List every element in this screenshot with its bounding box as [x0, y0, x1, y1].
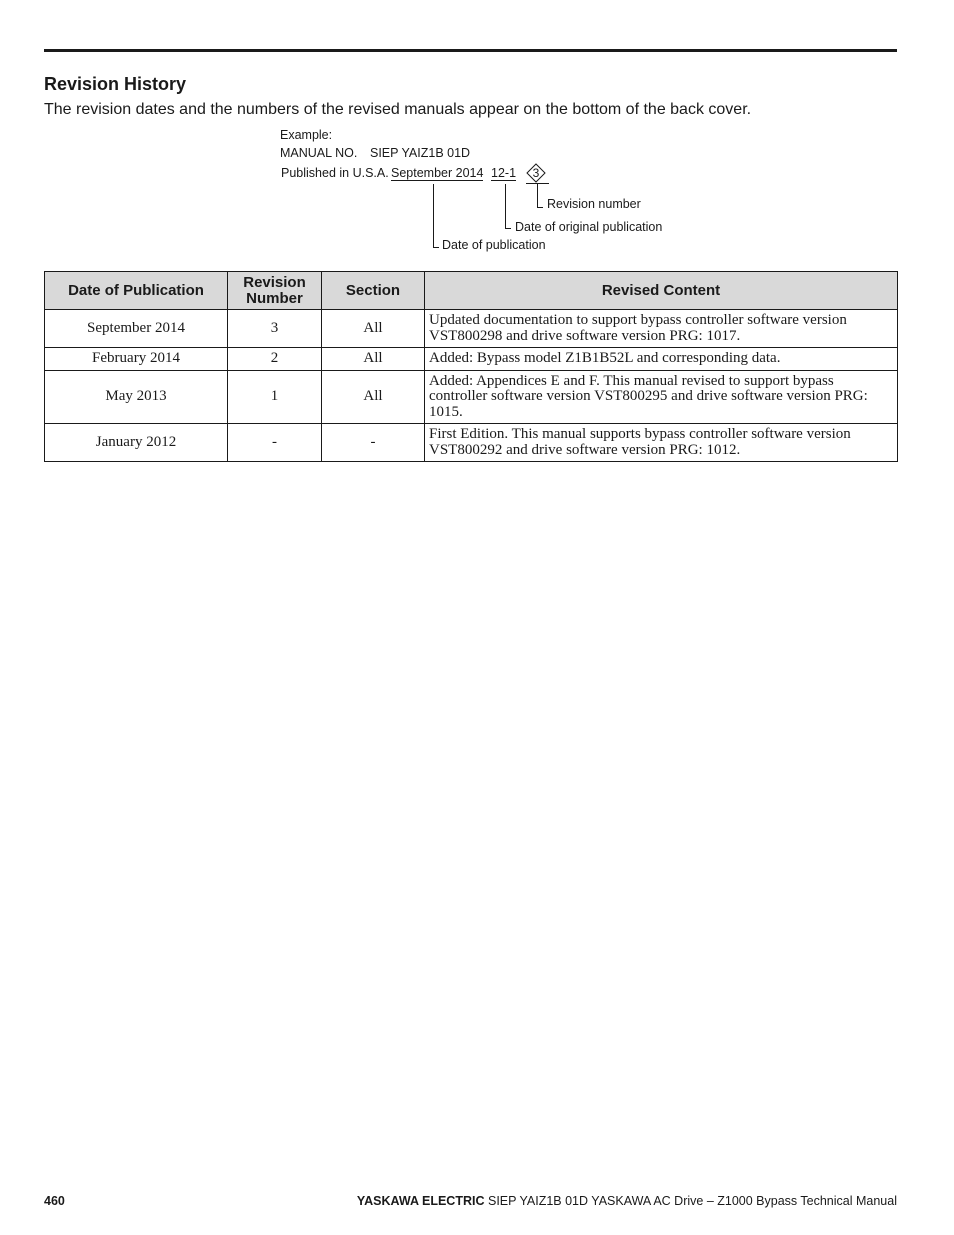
cell-date: September 2014 — [45, 310, 228, 348]
cell-date: February 2014 — [45, 348, 228, 371]
cell-content: Added: Bypass model Z1B1B52L and corresponding data. — [425, 348, 898, 371]
footer-manual-title: SIEP YAIZ1B 01D YASKAWA AC Drive – Z1000 Bypass Technical Manual — [487, 1194, 897, 1208]
cell-section: All — [322, 348, 425, 371]
example-diagram — [0, 0, 954, 260]
header-section: Section — [322, 272, 425, 310]
cell-content: Added: Appendices E and F. This manual revised to support bypass controller software version VST800295 and drive software version PRG: 1015. — [425, 371, 898, 424]
publication-date: September 2014 — [391, 166, 484, 180]
callout-original-publication: Date of original publication — [515, 220, 663, 234]
original-code: 12-1 — [491, 166, 517, 180]
connector-original — [505, 184, 506, 229]
cell-revision: - — [228, 424, 322, 462]
page-number: 460 — [44, 1194, 65, 1208]
cell-revision: 2 — [228, 348, 322, 371]
intro-paragraph: The revision dates and the numbers of the revised manuals appear on the bottom of the back cover. — [44, 101, 752, 118]
cell-date: January 2012 — [45, 424, 228, 462]
callout-publication-date: Date of publication — [442, 238, 546, 252]
table-row — [45, 371, 898, 424]
table-row — [45, 348, 898, 371]
revision-diamond — [529, 166, 543, 180]
header-revision: Revision Number — [228, 272, 322, 310]
table-row — [45, 424, 898, 462]
footer-title — [357, 1194, 897, 1208]
section-heading: Revision History — [44, 74, 187, 94]
revision-number: 3 — [532, 166, 540, 180]
revision-table — [44, 271, 898, 462]
table-row — [45, 310, 898, 348]
example-label: Example: — [280, 128, 333, 142]
published-label: Published in U.S.A. — [281, 166, 389, 180]
cell-section: All — [322, 371, 425, 424]
cell-content: First Edition. This manual supports bypass controller software version VST800292 and drive software version PRG: 1012. — [425, 424, 898, 462]
table-header-row — [45, 272, 898, 310]
callout-revision-number: Revision number — [547, 197, 641, 211]
cell-revision: 3 — [228, 310, 322, 348]
cell-revision: 1 — [228, 371, 322, 424]
cell-content: Updated documentation to support bypass controller software version VST800298 and drive software version PRG: 1017. — [425, 310, 898, 348]
cell-section: - — [322, 424, 425, 462]
header-date: Date of Publication — [45, 272, 228, 310]
connector-revision — [537, 184, 538, 208]
footer-brand: YASKAWA ELECTRIC — [356, 1194, 485, 1208]
cell-date: May 2013 — [45, 371, 228, 424]
cell-section: All — [322, 310, 425, 348]
manual-no-value: SIEP YAIZ1B 01D — [370, 146, 471, 160]
manual-no-label: MANUAL NO. — [280, 146, 358, 160]
connector-publication — [433, 184, 434, 248]
header-content: Revised Content — [425, 272, 898, 310]
